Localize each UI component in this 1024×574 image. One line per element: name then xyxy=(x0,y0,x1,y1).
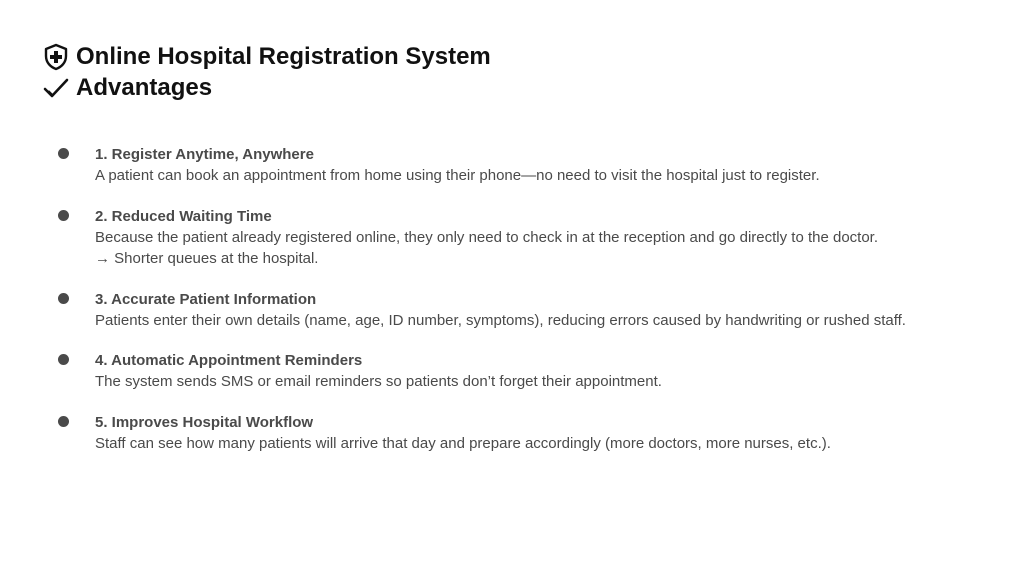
title-line-1 xyxy=(42,41,491,72)
title-block xyxy=(42,41,491,103)
bullet-icon xyxy=(58,148,69,159)
item-title: 2. Reduced Waiting Time xyxy=(95,207,272,225)
title-line-2 xyxy=(42,72,491,103)
shield-medical-icon xyxy=(42,43,70,71)
item-title: 3. Accurate Patient Information xyxy=(95,290,317,308)
item-text: Patients enter their own details (name, age, ID number, symptoms), reducing errors caused by handwriting or rushed staff. xyxy=(95,311,906,329)
list-item xyxy=(58,144,988,187)
advantages-list xyxy=(58,144,988,473)
list-item xyxy=(58,350,988,393)
item-text: A patient can book an appointment from home using their phone—no need to visit the hospital just to register. xyxy=(95,167,820,184)
bullet-icon xyxy=(58,354,69,365)
item-title: 1. Register Anytime, Anywhere xyxy=(95,146,314,163)
item-title: 5. Improves Hospital Workflow xyxy=(95,413,314,431)
item-text: The system sends SMS or email reminders so patients don’t forget their appointment. xyxy=(95,373,662,390)
bullet-icon xyxy=(58,416,69,427)
item-text: → Shorter queues at the hospital. xyxy=(95,250,319,267)
checkmark-icon xyxy=(42,74,70,102)
list-item xyxy=(58,412,988,455)
list-item xyxy=(58,206,988,270)
bullet-icon xyxy=(58,210,69,221)
page-subtitle: Advantages xyxy=(76,73,213,101)
item-title: 4. Automatic Appointment Reminders xyxy=(95,352,363,369)
item-text: Staff can see how many patients will arrive that day and prepare accordingly (more doctors, more nurses, etc.). xyxy=(95,434,831,452)
item-text: Because the patient already registered online, they only need to check in at the reception and go directly to the doctor. xyxy=(95,228,879,246)
list-item xyxy=(58,289,988,332)
bullet-icon xyxy=(58,293,69,304)
page-title: Online Hospital Registration System xyxy=(76,42,491,70)
